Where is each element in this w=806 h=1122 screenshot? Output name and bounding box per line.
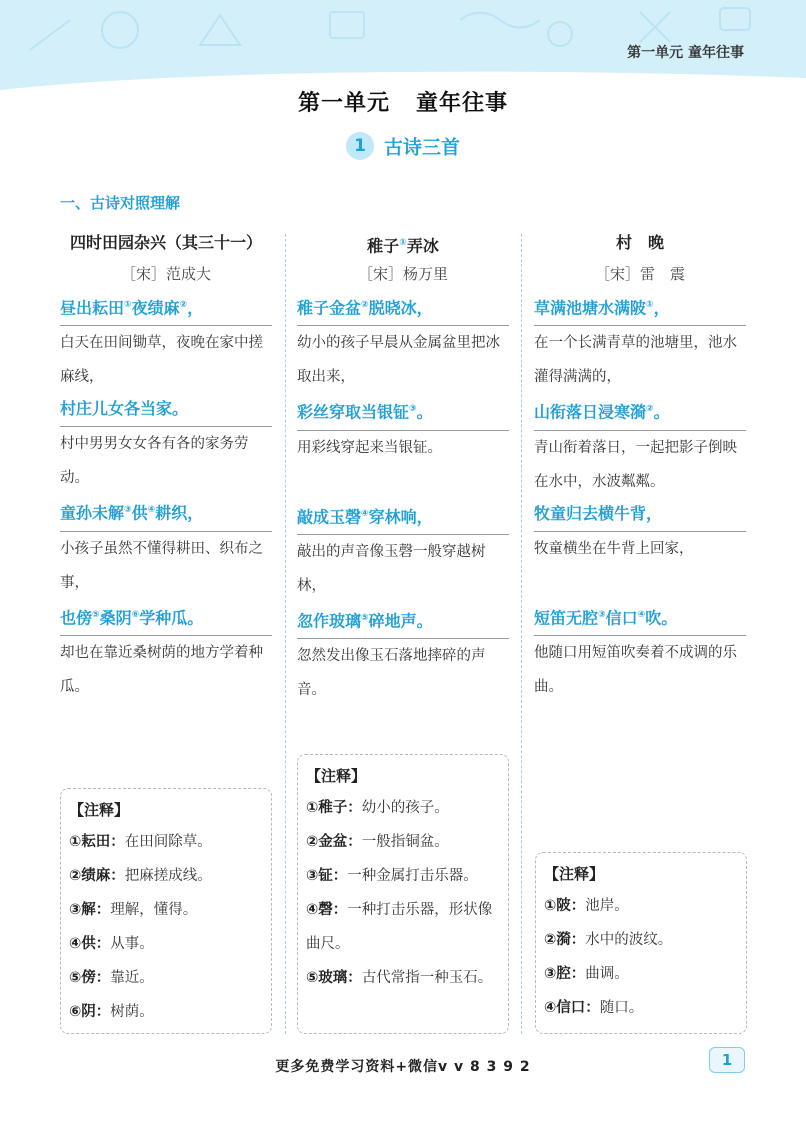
note-item: ③解：理解，懂得。 xyxy=(69,902,198,918)
poem-body xyxy=(60,290,272,704)
poem-line: 彩丝穿取当银钲③。 xyxy=(297,394,509,430)
lesson-heading xyxy=(0,132,806,160)
poem-author: ［宋］杨万里 xyxy=(357,265,448,283)
column-divider xyxy=(521,234,522,1034)
poem-author: ［宋］范成大 xyxy=(120,265,211,283)
note-item: ①耘田：在田间除草。 xyxy=(69,834,212,850)
note-item: ③钲：一种金属打击乐器。 xyxy=(306,868,478,884)
poem-translation: 他随口用短笛吹奏着不成调的乐曲。 xyxy=(534,644,737,695)
poem-line: 牧童归去横牛背， xyxy=(534,499,746,532)
poem-line: 村庄儿女各当家。 xyxy=(60,394,272,427)
poem-column xyxy=(60,228,272,704)
note-item: ⑤玻璃：古代常指一种玉石。 xyxy=(306,970,493,986)
note-item: ①稚子：幼小的孩子。 xyxy=(306,800,449,816)
poem-line: 山衔落日浸寒漪②。 xyxy=(534,394,746,430)
poem-translation: 忽然发出像玉石落地摔碎的声音。 xyxy=(297,648,486,699)
notes-box xyxy=(535,852,747,1034)
poem-author: ［宋］雷 震 xyxy=(594,265,685,283)
poem-line: 短笛无腔③信口④吹。 xyxy=(534,600,746,636)
notes-box xyxy=(297,754,509,1034)
poem-line: 也傍⑤桑阴⑥学种瓜。 xyxy=(60,600,272,636)
footer-promo: 更多免费学习资料+微信v v 8 3 9 2 xyxy=(275,1059,531,1075)
unit-tag: 第一单元 童年往事 xyxy=(627,45,744,61)
poem-translation: 青山衔着落日，一起把影子倒映在水中，水波粼粼。 xyxy=(534,439,737,490)
notes-box xyxy=(60,788,272,1034)
poem-body xyxy=(297,290,509,707)
unit-name: 童年往事 xyxy=(416,91,509,116)
poem-title: 村 晚 xyxy=(615,233,664,252)
poem-translation: 却也在靠近桑树荫的地方学着种瓜。 xyxy=(60,644,263,695)
section-title: 一、古诗对照理解 xyxy=(60,194,181,212)
poem-column xyxy=(534,228,746,704)
poem-translation: 白天在田间锄草，夜晚在家中搓麻线， xyxy=(60,335,263,386)
poem-translation: 村中男男女女各有各的家务劳动。 xyxy=(60,436,249,487)
note-item: ⑥阴：树荫。 xyxy=(69,1004,154,1020)
lesson-title: 古诗三首 xyxy=(383,136,460,159)
poem-title: 稚子①弄冰 xyxy=(367,236,439,256)
note-item: ③腔：曲调。 xyxy=(544,966,629,982)
unit-label: 第一单元 xyxy=(297,91,390,116)
notes-title: 【注释】 xyxy=(544,865,605,883)
note-item: ⑤傍：靠近。 xyxy=(69,970,154,986)
poem-line: 稚子金盆②脱晓冰， xyxy=(297,290,509,326)
poem-translation: 小孩子虽然不懂得耕田、织布之事， xyxy=(60,540,263,591)
note-item: ②漪：水中的波纹。 xyxy=(544,932,673,948)
poem-line: 敲成玉磬④穿林响， xyxy=(297,499,509,535)
note-item: ②金盆：一般指铜盆。 xyxy=(306,834,449,850)
poem-translation: 在一个长满青草的池塘里，池水灌得满满的， xyxy=(534,335,737,386)
note-item: ②绩麻：把麻搓成线。 xyxy=(69,868,212,884)
page-title xyxy=(0,86,806,117)
poem-translation: 敲出的声音像玉磬一般穿越树林， xyxy=(297,543,486,594)
column-divider xyxy=(285,234,286,1034)
poem-translation: 用彩线穿起来当银钲。 xyxy=(297,439,442,456)
lesson-number-badge: 1 xyxy=(346,132,374,160)
page-number: 1 xyxy=(709,1047,745,1073)
note-item: ①陂：池岸。 xyxy=(544,898,629,914)
poem-line: 草满池塘水满陂①， xyxy=(534,290,746,326)
note-item: ④供：从事。 xyxy=(69,936,154,952)
poem-line: 忽作玻璃⑤碎地声。 xyxy=(297,603,509,639)
note-item: ④磬：一种打击乐器，形状像曲尺。 xyxy=(306,902,493,952)
poem-body xyxy=(534,290,746,704)
note-item: ④信口：随口。 xyxy=(544,1000,644,1016)
poem-column xyxy=(297,228,509,707)
poem-translation: 幼小的孩子早晨从金属盆里把冰取出来， xyxy=(297,335,500,386)
poem-title: 四时田园杂兴（其三十一） xyxy=(69,233,262,252)
notes-title: 【注释】 xyxy=(306,767,367,785)
poem-translation: 牧童横坐在牛背上回家， xyxy=(534,540,694,557)
notes-title: 【注释】 xyxy=(69,801,130,819)
poem-line: 昼出耘田①夜绩麻②， xyxy=(60,290,272,326)
poem-line: 童孙未解③供④耕织， xyxy=(60,495,272,531)
